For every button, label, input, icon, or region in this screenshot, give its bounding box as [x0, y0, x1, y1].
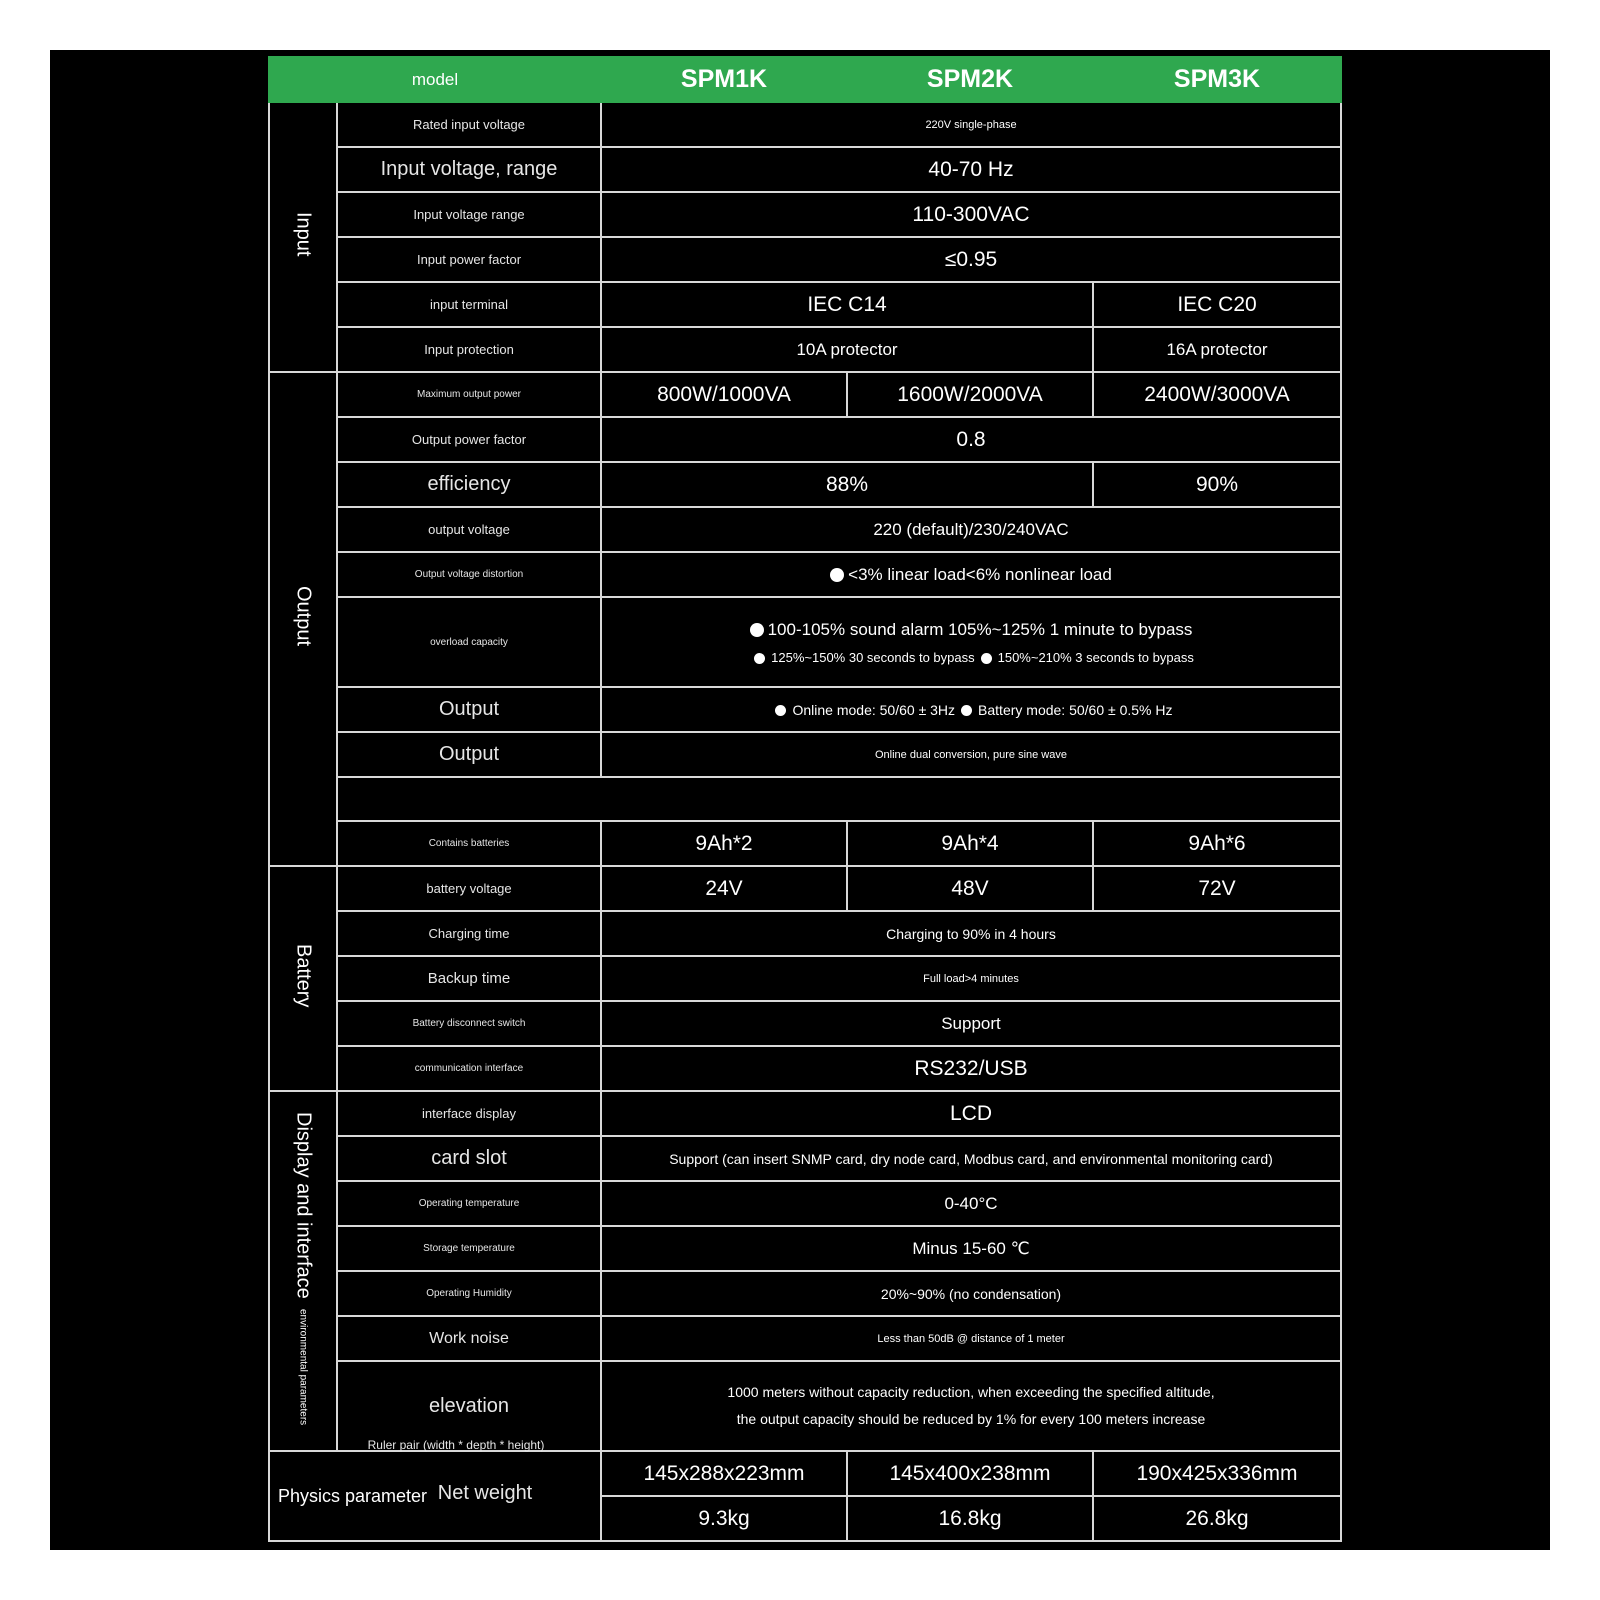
row-value: 72V — [1093, 866, 1341, 911]
row-value: IEC C20 — [1093, 282, 1341, 327]
table-row — [269, 327, 1341, 372]
row-value: 9Ah*2 — [601, 821, 847, 866]
table-row — [269, 1136, 1341, 1181]
row-value: 40-70 Hz — [601, 147, 1341, 192]
category-input: Input — [269, 102, 337, 372]
table-row — [269, 1046, 1341, 1091]
model-header: model — [269, 57, 601, 102]
category-environment: environmental parameters — [297, 1309, 309, 1426]
row-value: <3% linear load<6% nonlinear load — [601, 552, 1341, 597]
row-value: 110-300VAC — [601, 192, 1341, 237]
table-row — [269, 821, 1341, 866]
row-label: Operating temperature — [337, 1181, 601, 1226]
table-row — [269, 687, 1341, 732]
row-value: 1000 meters without capacity reduction, when exceeding the specified altitude, the output capacity should be reduced by 1% for every 100 meters increase — [601, 1361, 1341, 1451]
row-value: IEC C14 — [601, 282, 1093, 327]
row-label: Ruler pair (width * depth * height) — [367, 1438, 545, 1452]
table-row — [269, 866, 1341, 911]
table-row — [269, 462, 1341, 507]
row-value: 190x425x336mm — [1093, 1451, 1341, 1496]
row-value: 2400W/3000VA — [1093, 372, 1341, 417]
header-row — [269, 57, 1341, 102]
row-value: 800W/1000VA — [601, 372, 847, 417]
table-row — [269, 192, 1341, 237]
row-label: input terminal — [337, 282, 601, 327]
bullet-icon — [754, 653, 765, 664]
row-label: Input voltage, range — [337, 147, 601, 192]
row-value: LCD — [601, 1091, 1341, 1136]
row-label: Output — [337, 687, 601, 732]
row-label: Charging time — [337, 911, 601, 956]
bullet-icon — [830, 568, 844, 582]
row-value: Support — [601, 1001, 1341, 1046]
table-row — [269, 911, 1341, 956]
row-value: Minus 15-60 ℃ — [601, 1226, 1341, 1271]
table-row — [269, 1091, 1341, 1136]
table-row — [269, 237, 1341, 282]
category-output: Output — [269, 372, 337, 866]
bullet-icon — [750, 623, 764, 637]
row-value: 16.8kg — [847, 1496, 1093, 1541]
row-value: Online mode: 50/60 ± 3Hz Battery mode: 50/60 ± 0.5% Hz — [601, 687, 1341, 732]
row-value: 9Ah*4 — [847, 821, 1093, 866]
row-label: Input power factor — [337, 237, 601, 282]
row-label: efficiency — [337, 462, 601, 507]
table-row — [269, 597, 1341, 687]
row-value: 48V — [847, 866, 1093, 911]
table-row — [269, 1316, 1341, 1361]
row-label: Input protection — [337, 327, 601, 372]
row-label: Battery disconnect switch — [337, 1001, 601, 1046]
row-label: Operating Humidity — [337, 1271, 601, 1316]
spec-table — [268, 56, 1342, 1542]
row-label: Backup time — [337, 956, 601, 1001]
category-battery: Battery — [269, 866, 337, 1091]
row-value: 145x288x223mm — [601, 1451, 847, 1496]
table-row — [269, 552, 1341, 597]
bullet-icon — [981, 653, 992, 664]
row-value: 10A protector — [601, 327, 1093, 372]
row-value: RS232/USB — [601, 1046, 1341, 1091]
row-value: 16A protector — [1093, 327, 1341, 372]
row-label: overload capacity — [337, 597, 601, 687]
row-value: 220 (default)/230/240VAC — [601, 507, 1341, 552]
spacer-row — [269, 777, 1341, 821]
bullet-icon — [961, 705, 972, 716]
row-value: 24V — [601, 866, 847, 911]
row-label: output voltage — [337, 507, 601, 552]
bullet-icon — [775, 705, 786, 716]
row-value: ≤0.95 — [601, 237, 1341, 282]
row-value: Support (can insert SNMP card, dry node card, Modbus card, and environmental monitoring card) — [601, 1136, 1341, 1181]
row-value: 0-40°C — [601, 1181, 1341, 1226]
model-spm1k: SPM1K — [601, 57, 847, 102]
row-label: Input voltage range — [337, 192, 601, 237]
row-label: Rated input voltage — [337, 102, 601, 147]
table-row — [269, 1181, 1341, 1226]
row-label: Storage temperature — [337, 1226, 601, 1271]
row-value: 9Ah*6 — [1093, 821, 1341, 866]
row-value: 0.8 — [601, 417, 1341, 462]
row-value: Less than 50dB @ distance of 1 meter — [601, 1316, 1341, 1361]
row-label: Output voltage distortion — [337, 552, 601, 597]
row-label: communication interface — [337, 1046, 601, 1091]
table-row — [269, 732, 1341, 777]
model-spm2k: SPM2K — [847, 57, 1093, 102]
row-label: battery voltage — [337, 866, 601, 911]
model-spm3k: SPM3K — [1093, 57, 1341, 102]
row-value: 220V single-phase — [601, 102, 1341, 147]
table-row — [269, 956, 1341, 1001]
row-value: Online dual conversion, pure sine wave — [601, 732, 1341, 777]
row-label: Contains batteries — [337, 821, 601, 866]
row-label: Net weight — [437, 1482, 533, 1504]
table-row — [269, 147, 1341, 192]
table-row — [269, 507, 1341, 552]
row-value: 9.3kg — [601, 1496, 847, 1541]
empty-cell — [337, 777, 1341, 821]
table-row — [269, 1271, 1341, 1316]
row-value: Full load>4 minutes — [601, 956, 1341, 1001]
row-label: Output — [337, 732, 601, 777]
row-value: 20%~90% (no condensation) — [601, 1271, 1341, 1316]
table-row — [269, 282, 1341, 327]
category-physics: Physics parameter — [269, 1451, 601, 1541]
row-value: 88% — [601, 462, 1093, 507]
table-row — [269, 1001, 1341, 1046]
row-value: 100-105% sound alarm 105%~125% 1 minute to bypass 125%~150% 30 seconds to bypass 150%~210% 3 seconds to bypass — [601, 597, 1341, 687]
row-label: card slot — [337, 1136, 601, 1181]
row-value: 26.8kg — [1093, 1496, 1341, 1541]
row-label: interface display — [337, 1091, 601, 1136]
row-label: Output power factor — [337, 417, 601, 462]
category-display: Display and interface environmental parameters — [269, 1091, 337, 1451]
row-label: elevation — [337, 1361, 601, 1451]
row-label: Maximum output power — [337, 372, 601, 417]
row-value: Charging to 90% in 4 hours — [601, 911, 1341, 956]
row-label: Work noise — [337, 1316, 601, 1361]
table-row — [269, 417, 1341, 462]
row-value: 145x400x238mm — [847, 1451, 1093, 1496]
table-row — [269, 372, 1341, 417]
row-value: 90% — [1093, 462, 1341, 507]
table-row — [269, 102, 1341, 147]
table-row — [269, 1226, 1341, 1271]
row-value: 1600W/2000VA — [847, 372, 1093, 417]
